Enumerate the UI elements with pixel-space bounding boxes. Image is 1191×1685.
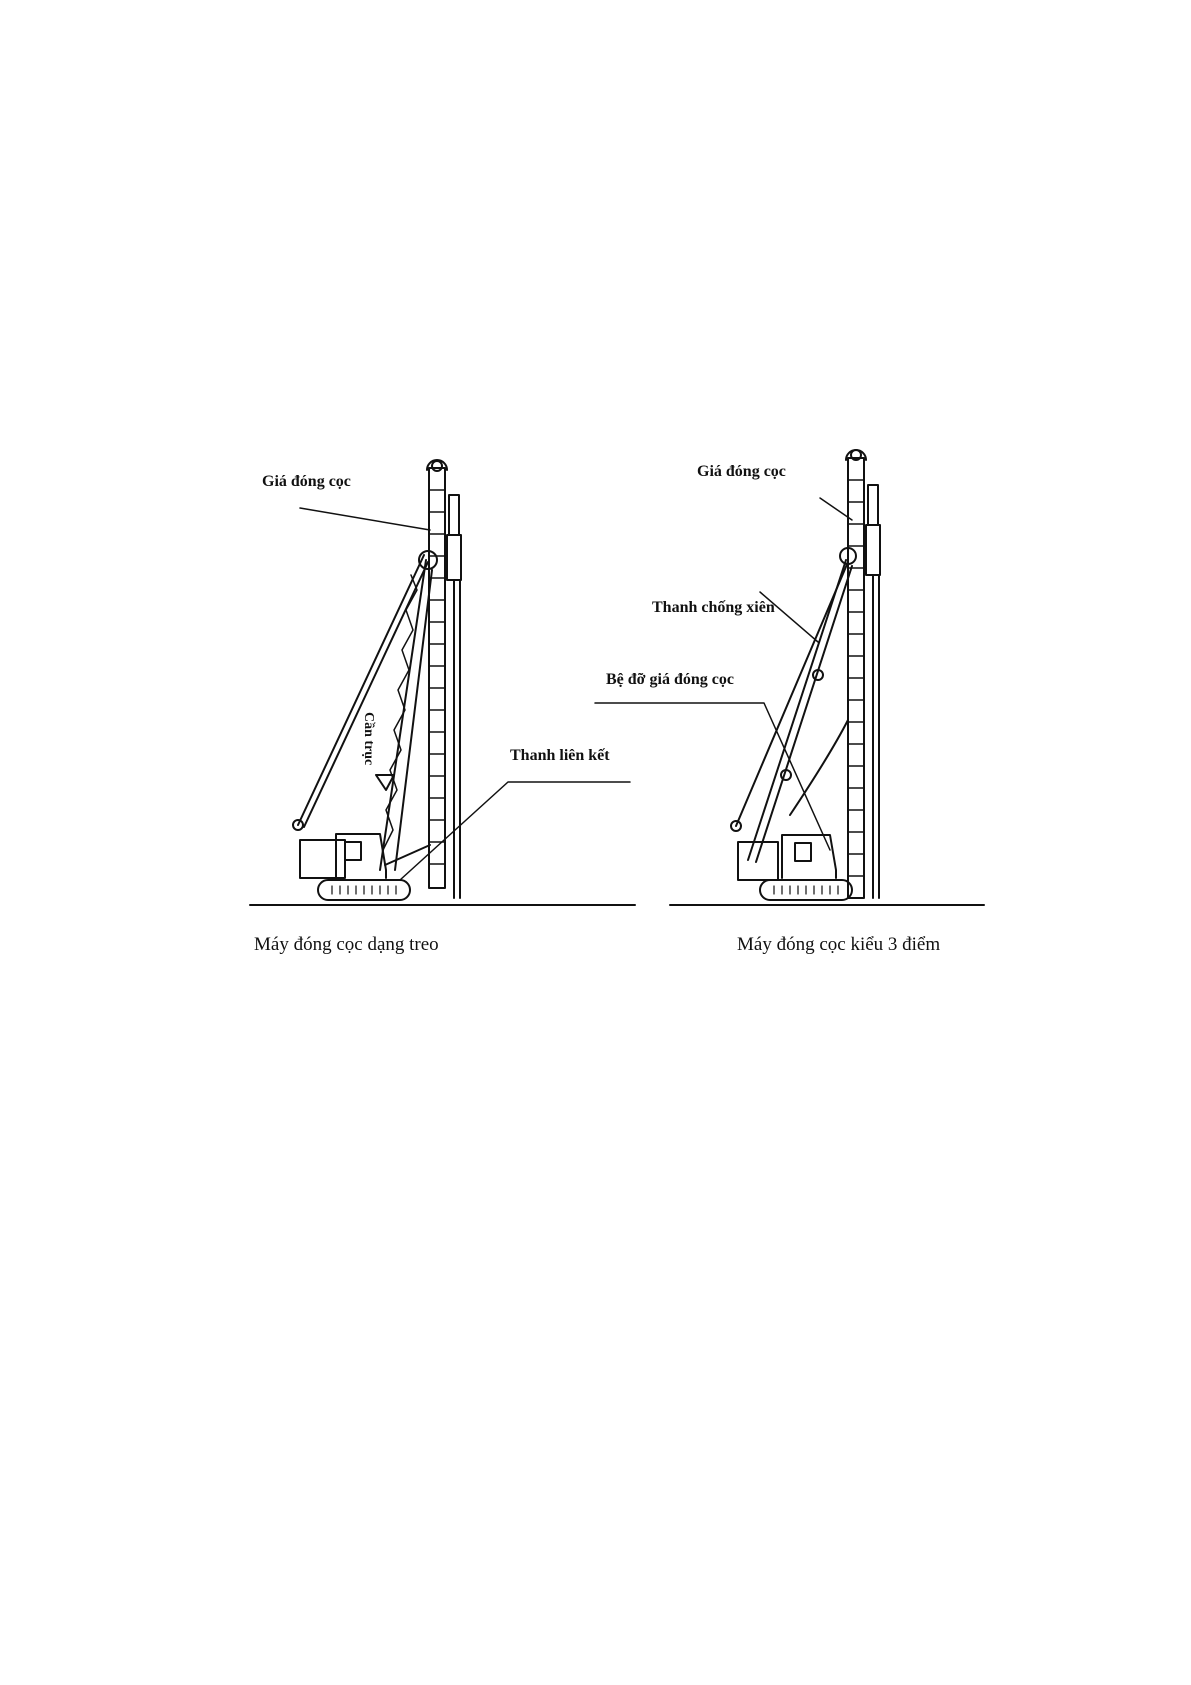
right-leader-line-support xyxy=(595,703,830,850)
caption-right-machine: Máy đóng cọc kiểu 3 điểm xyxy=(737,934,941,955)
label-left-crane-boom: Cần trục xyxy=(361,712,376,766)
right-hammer-top xyxy=(868,485,878,525)
left-counterweight xyxy=(300,840,345,878)
left-link-bar xyxy=(385,845,430,865)
left-leader-line-frame xyxy=(300,508,430,530)
label-left-link-bar: Thanh liên kết xyxy=(510,747,610,764)
left-hammer-top xyxy=(449,495,459,535)
label-left-pile-frame: Giá đóng cọc xyxy=(262,473,351,490)
right-hammer xyxy=(866,525,880,575)
right-support-stay xyxy=(790,720,848,815)
caption-left-machine: Máy đóng cọc dạng treo xyxy=(254,934,439,955)
label-right-frame-support: Bệ đỡ giá đóng cọc xyxy=(606,671,734,688)
left-crane-boom xyxy=(376,560,432,870)
left-leader xyxy=(429,468,445,888)
right-cab xyxy=(782,835,836,878)
left-leader-line-link xyxy=(400,782,630,880)
label-right-diagonal-strut: Thanh chống xiên xyxy=(652,599,775,616)
left-machine-drawing xyxy=(250,460,635,905)
label-right-pile-frame: Giá đóng cọc xyxy=(697,463,786,480)
left-hammer xyxy=(447,535,461,580)
right-counterweight xyxy=(738,842,778,880)
